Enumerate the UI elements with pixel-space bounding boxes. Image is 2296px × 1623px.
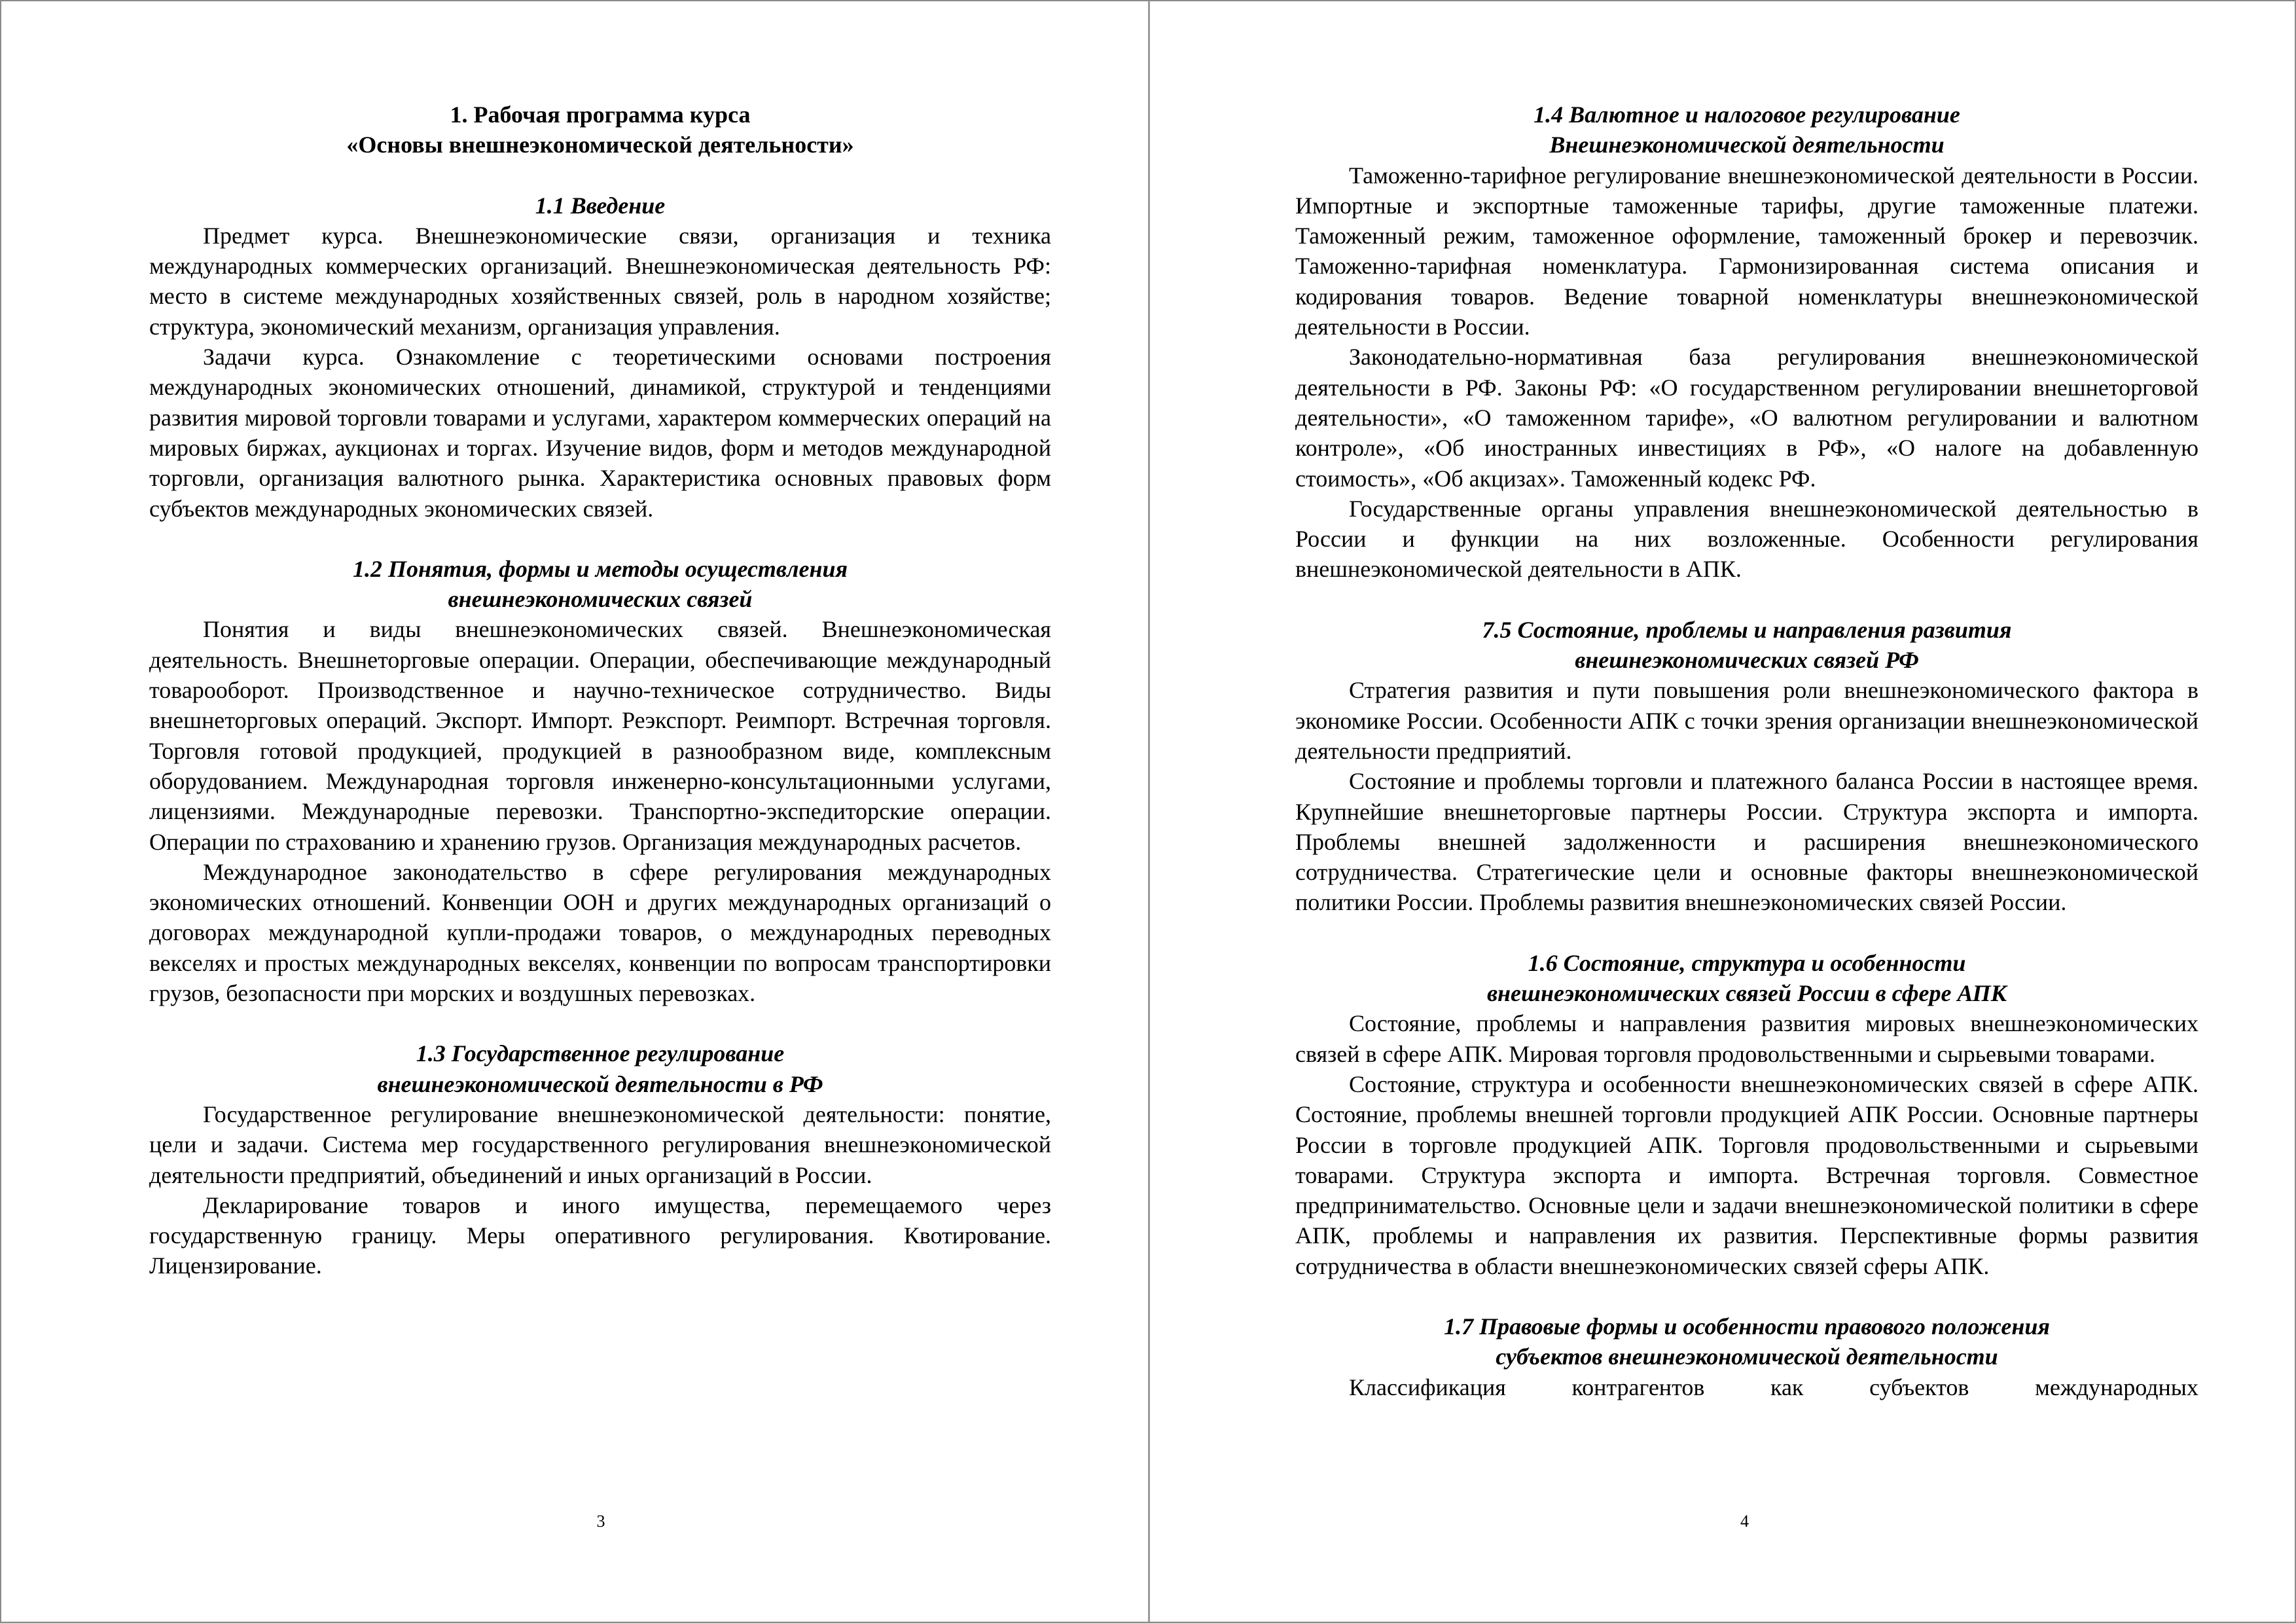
- section-1-4-paragraph-3: Государственные органы управления внешнеэкономической деятельностью в России и функции на них возложенные. Особенности регулирования внешнеэкономической деятельности в АПК.: [1295, 495, 2198, 583]
- section-1-1-title: 1.1 Введение: [535, 192, 666, 219]
- section-1-6-paragraph-2: Состояние, структура и особенности внешнеэкономических связей в сфере АПК. Состояние, проблемы внешней торговли продукцией АПК России. Основные партнеры России в торговле продукцией АПК. Торговля продовольственными и сырьевыми товарами. Структура экспорта и импорта. Встречная торговля. Совместное предпринимательство. Основные цели и задачи внешнеэкономической политики в сфере АПК, проблемы и направления их развития. Перспективные формы развития сотрудничества в области внешнеэкономических связей сферы АПК.: [1295, 1070, 2198, 1279]
- section-1-2-paragraph-1: Понятия и виды внешнеэкономических связей. Внешнеэкономическая деятельность. Внешнеторговые операции. Операции, обеспечивающие международный товарооборот. Производственное и научно-техническое сотрудничество. Виды внешнеторговых операций. Экспорт. Импорт. Реэкспорт. Реимпорт. Встречная торговля. Торговля готовой продукцией, продукцией в разнообразном виде, комплексным оборудованием. Международная торговля инженерно-консультационными услугами, лицензиями. Международные перевозки. Транспортно-экспедиторские операции. Операции по страхованию и хранению грузов. Организация международных расчетов.: [149, 616, 1051, 855]
- page-right-content: [1295, 100, 2198, 1402]
- spacer: [1295, 585, 2198, 615]
- section-1-1-paragraph-1: Предмет курса. Внешнеэкономические связи, организация и техника международных коммерческих организаций. Внешнеэкономическая деятельность РФ: место в системе международных хозяйственных связей, роль в народном хозяйстве; структура, экономический механизм, организация управления.: [149, 222, 1051, 340]
- page-left-content: [149, 100, 1051, 1281]
- section-1-3-paragraph-2: Декларирование товаров и иного имущества, перемещаемого через государственную границу. Меры оперативного регулирования. Квотирование. Лицензирование.: [149, 1192, 1051, 1279]
- page-right: [1150, 1, 2296, 1622]
- section-1-4-title-line1: 1.4 Валютное и налоговое регулирование: [1534, 101, 1960, 128]
- section-1-7-title-line2: субъектов внешнеэкономической деятельности: [1496, 1343, 1998, 1370]
- section-1-3-title-line2: внешнеэкономической деятельности в РФ: [377, 1070, 823, 1097]
- section-1-4-paragraph-1: Таможенно-тарифное регулирование внешнеэкономической деятельности в России. Импортные и экспортные таможенные тарифы, другие таможенные платежи. Таможенный режим, таможенное оформление, таможенный брокер и перевозчик. Таможенно-тарифная номенклатура. Гармонизированная система описания и кодирования товаров. Ведение товарной номенклатуры внешнеэкономической деятельности в России.: [1295, 162, 2198, 340]
- section-7-5-title-line2: внешнеэкономических связей РФ: [1575, 647, 1919, 674]
- section-7-5-title-line1: 7.5 Состояние, проблемы и направления развития: [1482, 616, 2012, 643]
- section-1-3-title-line1: 1.3 Государственное регулирование: [416, 1040, 785, 1067]
- section-1-6-title-line1: 1.6 Состояние, структура и особенности: [1528, 949, 1966, 976]
- chapter-title-line2: «Основы внешнеэкономической деятельности»: [346, 132, 854, 158]
- section-1-7-title-line1: 1.7 Правовые формы и особенности правового положения: [1444, 1313, 2050, 1340]
- section-1-7-paragraph-1: Классификация контрагентов как субъектов международных: [1349, 1374, 2198, 1400]
- spacer: [149, 1008, 1051, 1038]
- section-1-4-title-line2: Внешнеэкономической деятельности: [1549, 132, 1945, 158]
- page-left: [1, 1, 1148, 1622]
- section-1-6-title-line2: внешнеэкономических связей России в сфере АПК: [1486, 980, 2007, 1007]
- spacer: [149, 160, 1051, 191]
- section-1-6-paragraph-1: Состояние, проблемы и направления развития мировых внешнеэкономических связей в сфере АПК. Мировая торговля продовольственными и сырьевыми товарами.: [1295, 1010, 2198, 1067]
- section-1-2-title-line1: 1.2 Понятия, формы и методы осуществления: [352, 555, 848, 582]
- page-number-left: 3: [596, 1512, 605, 1531]
- section-1-3-paragraph-1: Государственное регулирование внешнеэкономической деятельности: понятие, цели и задачи. Система мер государственного регулирования внешнеэкономической деятельности предприятий, объединений и иных организаций в России.: [149, 1101, 1051, 1188]
- section-1-2-paragraph-2: Международное законодательство в сфере регулирования международных экономических отношений. Конвенции ООН и других международных организаций о договорах международной купли-продажи товаров, о международных переводных векселях и простых международных векселях, конвенции по вопросам транспортировки грузов, безопасности при морских и воздушных перевозках.: [149, 858, 1051, 1007]
- chapter-title-line1: 1. Рабочая программа курса: [450, 101, 751, 128]
- page-number-right: 4: [1740, 1512, 1749, 1531]
- section-1-4-paragraph-2: Законодательно-нормативная база регулирования внешнеэкономической деятельности в РФ. Законы РФ: «О государственном регулировании внешнеторговой деятельности», «О таможенном тарифе», «О валютном регулировании и валютном контроле», «Об иностранных инвестициях в РФ», «О налоге на добавленную стоимость», «Об акцизах». Таможенный кодекс РФ.: [1295, 344, 2198, 492]
- spacer: [1295, 1281, 2198, 1311]
- spacer: [149, 524, 1051, 554]
- section-7-5-paragraph-1: Стратегия развития и пути повышения роли внешнеэкономического фактора в экономике России. Особенности АПК с точки зрения организации внешнеэкономической деятельности предприятий.: [1295, 677, 2198, 764]
- section-7-5-paragraph-2: Состояние и проблемы торговли и платежного баланса России в настоящее время. Крупнейшие внешнеторговые партнеры России. Структура экспорта и импорта. Проблемы внешней задолженности и расширения внешнеэкономического сотрудничества. Стратегические цели и основные факторы внешнеэкономической политики России. Проблемы развития внешнеэкономических связей России.: [1295, 768, 2198, 916]
- section-1-2-title-line2: внешнеэкономических связей: [448, 586, 753, 613]
- section-1-1-paragraph-2: Задачи курса. Ознакомление с теоретическими основами построения международных экономических отношений, динамикой, структурой и тенденциями развития мировой торговли товарами и услугами, характером коммерческих операций на мировых биржах, аукционах и торгах. Изучение видов, форм и методов международной торговли, организация валютного рынка. Характеристика основных правовых форм субъектов международных экономических связей.: [149, 344, 1051, 522]
- spacer: [1295, 918, 2198, 948]
